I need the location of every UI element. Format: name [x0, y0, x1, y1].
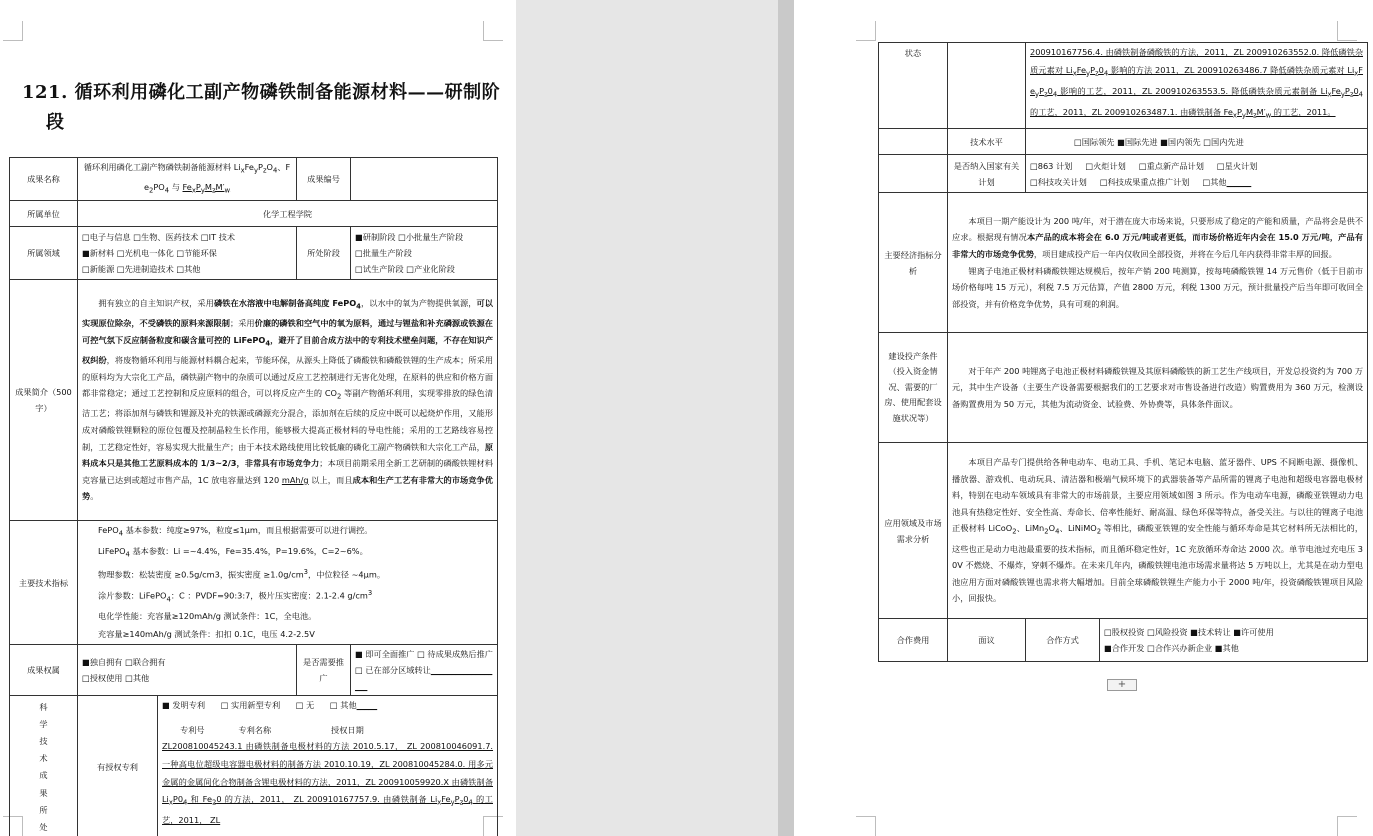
achievement-table-cont [878, 42, 1368, 662]
tech-level-options[interactable]: □国际领先 ■国际先进 ■国内领先 □国内先进 [1026, 129, 1368, 155]
market-text: 本项目产品专门提供给各种电动车、电动工具、手机、笔记本电脑、蓝牙器件、UPS 不间断电源、摄像机、播放器、游戏机、电动玩具、清洁器和极端气候环境下的武器装备等产品所需的锂离子电池和超级电容器电极材料，特别在电动车领域具有非常大的市场前景，主要应用领域如图 3 所示。作为电动车电源，磷酸亚铁锂动力电池具有热稳定性好、安全性高、寿命长、倍率性能好、耐高温、绿色环保等特点，备受关注。与以往的锂离子电池正极材料 LiCoO$_2$、$LiMn_2O_4$、LiNiMO$_2$ 等相比，磷酸亚铁锂的安全性能与循环寿命是其它材料所无法相比的，这些也正是动力电池最重要的技术指标，而且循环稳定性好，1C 充放循环寿命达 2000 次。单节电池过充电压 30V 不燃烧、不爆炸，穿刺不爆炸。在未来几年内，磷酸铁锂电池市场需求量将达 5 万吨以上，尤其是在动力型电池应用方面对磷酸铁锂也需求将大幅增加。目前全球磷酸铁锂生产能力小于 2000 吨/年，投资磷酸铁锂项目风险小，回报快。 [948, 443, 1368, 619]
corner-mark [483, 21, 503, 41]
achievement-table [9, 157, 498, 836]
coop-mode-label: 合作方式 [1026, 619, 1100, 662]
invest-label: 建设投产条件（投入资金情况、需要的厂房、使用配套设施状况等） [879, 333, 948, 443]
intro-text: 拥有独立的自主知识产权，采用磷铁在水溶液中电解制备高纯度 FePO$_4$，以水中的氧为产物提供氧源，可以实现原位除杂，不受磷铁的原料来源限制；采用价廉的磷铁和空气中的氧为原料，通过与锂盐和补充磷源或铁源在可控气氛下反应制备粒度和碳含量可控的 LiFePO$_4$，避开了目前合成方法中的专利技术壁垒问题，不存在知识产权纠纷，将废物循环利用与能源材料耦合起来，节能环保，从源头上降低了磷酸铁和磷酸铁锂的生产成本；所采用的原料均为大宗化工产品，磷铁副产物中的杂质可以通过反应工艺控制进行无害化处理，在原料的供应和价格方面都非常稳定；通过工艺控制和反应原料的组合，可以将反应产生的 $CO_2$ 等副产物循环利用，实现零排放的绿色清洁工艺；将添加剂与磷铁和锂源及补充的铁源或磷源充分混合，添加剂在后续的反应中既可以起烧炉作用，又能形成对磷酸铁锂颗粒的原位包覆及控制晶粒生长作用，能够极大提高正极材料的导电性能；采用的工艺路线容易控制，工艺稳定性好，容易实现大批量生产；由于本技术路线使用比较低廉的磷化工副产物磷铁和大宗化工产品，原料成本只是其他工艺原料成本的 1/3~2/3，非常具有市场竞争力；本项目前期采用全新工艺研制的磷酸铁锂材料克容量已达到或超过市售产品，1C 放电容量达到 120 mAh/g 以上，而且成本和生产工艺有非常大的市场竞争优势。 [78, 280, 498, 521]
indicator-item: FePO$_4$ 基本参数：纯度≥97%，粒度≤1μm，而且根据需要可以进行调控。 [98, 525, 373, 538]
page-gap [516, 0, 778, 836]
achievement-name-value: 循环利用磷化工副产物磷铁制备能源材料 $Li_xFe_yP_zO_4$、$Fe_2PO_4$ 与 $Fe_xP_yM_zM'_w$ [78, 158, 297, 201]
unit-value: 化学工程学院 [78, 201, 498, 227]
intro-label: 成果简介（500 字） [10, 280, 78, 521]
achievement-no-value[interactable] [351, 158, 498, 201]
stage-options[interactable]: ■研制阶段 □小批量生产阶段 □批量生产阶段 □试生产阶段 □产业化阶段 [351, 227, 498, 280]
indicator-item: 电化学性能：充容量≥120mAh/g 测试条件：1C，全电池。 [98, 611, 317, 622]
patent-types[interactable]: ■ 发明专利 □ 实用新型专利 □ 无 □ 其他_____ [162, 700, 378, 711]
page-title-line2: 段 [46, 112, 65, 133]
add-row-button[interactable]: + [1107, 679, 1137, 691]
achievement-name-label: 成果名称 [10, 158, 78, 201]
indicator-item: 物理参数：松装密度 ≥0.5g/cm3，振实密度 $\ge 1.0g/cm^3$，中位粒径 ~4μm。 [98, 568, 386, 581]
tech-level-blank [879, 129, 948, 155]
econ-text: 本项目一期产能设计为 200 吨/年，对于潜在庞大市场来说，只要形成了稳定的产能和质量，产品将会是供不应求。根据现有情况本产品的成本将会在 6.0 万元/吨或者更低，而市场价格近年内会在 15.0 万元/吨，产品有非常大的市场竞争优势，项目建成投产后一年内仅收回全部投资，并将在今后几年内获得非常丰厚的回报。 锂离子电池正极材料磷酸铁锂达规模后，按年产销 200 吨测算，按每吨磷酸铁锂 14 万元售价（低于目前市场价格每吨 15 万元），利税 7.5 万元估算，产值 2800 万元，利税 1300 万元，预计批量投产后当年即可收回全部投资，并有价格竞争优势，具有可观的利润。 [948, 193, 1368, 333]
indicators-list [78, 521, 498, 645]
econ-label: 主要经济指标分析 [879, 193, 948, 333]
patent-list-cont: 200910167756.4. 由磷铁制备磷酸铁的方法，2011，ZL 200910263552.0. 降低磷铁杂质元素对 $Li_xFe_yP_z0_4$ 影响的方法 2011，ZL 200910263486.7 降低磷铁杂质元素对 $Li_xFe_yP_z0_4$ 影响的工艺，2011，ZL 200910263553.5. 降低磷铁杂质元素制备 $Li_xFe_yP_z0_4$ 的工艺，2011，ZL 200910263487.1. 由磷铁制备 $Fe_xP_yM_zM'_w$ 的工艺，2011。 [1026, 43, 1368, 129]
coop-fee-label: 合作费用 [879, 619, 948, 662]
national-plan-blank [879, 155, 948, 193]
indicator-item: LiFePO$_4$ 基本参数：Li =~4.4%，Fe=35.4%，P=19.6%，C=2~6%。 [98, 546, 368, 559]
promote-options[interactable]: ■ 即可全面推广 □ 待成果成熟后推广 □ 已在部分区域转让__________________ [351, 645, 498, 696]
patent-label: 有授权专利 [78, 696, 158, 836]
invest-text: 对于年产 200 吨锂离子电池正极材料磷酸铁锂及其原料磷酸铁的新工艺生产线项目，开发总投资约为 700 万元，其中生产设备（主要生产设备需要根据我们的工艺要求对市售设备进行改造）购置费用为 360 万元，检测设备购置费用为 50 万元，其他为流动资金、试验费、外协费等，具体条件面议。 [948, 333, 1368, 443]
coop-fee-value: 面议 [948, 619, 1026, 662]
ownership-options[interactable]: ■独自拥有 □联合拥有 □授权使用 □其他 [78, 645, 297, 696]
tech-level-label: 技术水平 [948, 129, 1026, 155]
science-label: 科学技术成果所处 [10, 696, 78, 836]
national-plan-label: 是否纳入国家有关计划 [948, 155, 1026, 193]
corner-mark [1337, 21, 1357, 41]
promote-label: 是否需要推广 [297, 645, 351, 696]
market-label: 应用领域及市场需求分析 [879, 443, 948, 619]
indicator-item: 涂片参数：LiFePO$_4$：C ：PVDF=90:3:7，极片压实密度：2.1-2.4 $g/cm^3$ [98, 588, 373, 603]
corner-mark [3, 21, 23, 41]
patent-cell [158, 696, 498, 836]
indicator-item: 充容量≥140mAh/g 测试条件：扣扣 0.1C，电压 4.2-2.5V [98, 628, 315, 639]
coop-mode-options[interactable]: □股权投资 □风险投资 ■技术转让 ■许可使用 ■合作开发 □合作兴办新企业 ■其他 [1100, 619, 1368, 662]
status-label: 状态 [879, 43, 948, 129]
corner-mark [856, 21, 876, 41]
status-blank [948, 43, 1026, 129]
achievement-no-label: 成果编号 [297, 158, 351, 201]
national-plan-options[interactable]: □863 计划 □火炬计划 □重点新产品计划 □星火计划 □科技攻关计划 □科技成果重点推广计划 □其他______ [1026, 155, 1368, 193]
page-left [0, 0, 516, 836]
page-edge [778, 0, 794, 836]
field-label: 所属领域 [10, 227, 78, 280]
unit-label: 所属单位 [10, 201, 78, 227]
corner-mark [856, 816, 876, 836]
patent-header: 专利号 专利名称 授权日期 [180, 725, 364, 736]
indicators-label: 主要技术指标 [10, 521, 78, 645]
page-right [794, 0, 1373, 836]
stage-label: 所处阶段 [297, 227, 351, 280]
field-options[interactable]: □电子与信息 □生物、医药技术 □IT 技术 ■新材料 □光机电一体化 □节能环保 □新能源 □先进制造技术 □其他 [78, 227, 297, 280]
patent-list: ZL200810045243.1 由磷铁制备电极材料的方法 2010.5.17， ZL 200810046091.7. 一种高电位超级电容器电极材料的制备方法 2010.10.19，ZL 200810045284.0. 用多元金属的金属间化合物制备含锂电极材料的方法，2011，ZL 200910059920.X 由磷铁制备 $Li_xP0_4$ 和 $Fe_20$ 的方法，2011， ZL 200910167757.9. 由磷铁制备 $Li_xFe_yP_z0_4$ 的工艺，2011， ZL [162, 741, 494, 826]
ownership-label: 成果权属 [10, 645, 78, 696]
corner-mark [1337, 816, 1357, 836]
page-title-line1: 121. 循环利用磷化工副产物磷铁制备能源材料——研制阶 [22, 82, 501, 103]
page-title [22, 78, 502, 138]
